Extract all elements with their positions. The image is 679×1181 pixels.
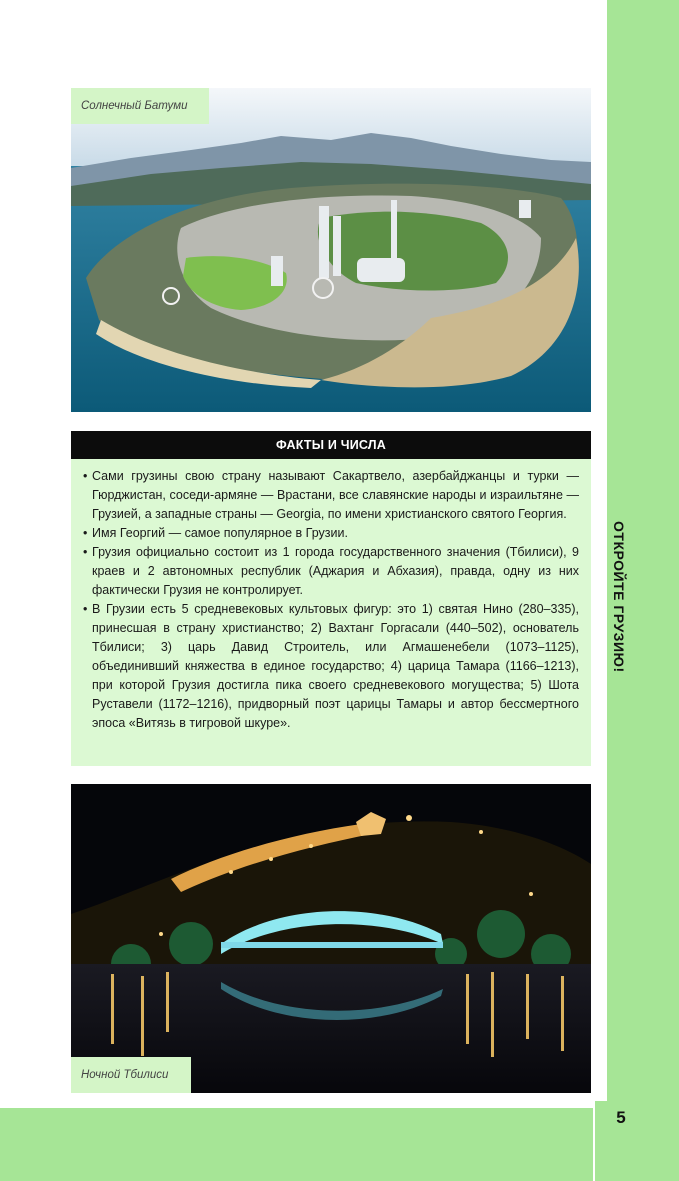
- caption-tbilisi-text: Ночной Тбилиси: [81, 1069, 169, 1081]
- facts-box: [71, 459, 591, 766]
- fact-item: • Грузия официально состоит из 1 города государственного значения (Тбилиси), 9 краев и 2 автономных республик (Аджария и Абхазия), правда, одну из них фактически Грузия не контролирует.: [83, 543, 579, 600]
- caption-batumi-text: Солнечный Батуми: [81, 100, 188, 112]
- side-title: [607, 507, 631, 687]
- page-number-box: [595, 1101, 679, 1181]
- bottom-band: [0, 1108, 593, 1181]
- fact-item: • Имя Георгий — самое популярное в Грузии.: [83, 524, 579, 543]
- side-title-text: ОТКРОЙТЕ ГРУЗИЮ!: [611, 521, 627, 673]
- caption-batumi: [71, 88, 209, 124]
- facts-list: [83, 467, 579, 733]
- page-number: 5: [616, 1108, 626, 1127]
- batumi-illustration: [71, 88, 591, 412]
- photo-tbilisi: [71, 784, 591, 1093]
- facts-title: ФАКТЫ И ЧИСЛА: [71, 431, 591, 459]
- tbilisi-illustration: [71, 784, 591, 1093]
- fact-item: • Сами грузины свою страну называют Сакартвело, азербайджанцы и турки — Гюрджистан, соседи-армяне — Врастани, все славянские народы и израильтяне — Грузией, а западные страны — Georgia, по имени христианского святого Георгия.: [83, 467, 579, 524]
- fact-item: • В Грузии есть 5 средневековых культовых фигур: это 1) святая Нино (280–335), принесшая в страну христианство; 2) Вахтанг Горгасали (440–502), основатель Тбилиси; 3) царь Давид Строитель, или Агмашенебели (1073–1125), объединивший княжества в единое государство; 4) царица Тамара (1166–1213), при которой Грузия достигла пика своего средневекового могущества; 5) Шота Руставели (1172–1216), придворный поэт царицы Тамары и автор бессмертного эпоса «Витязь в тигровой шкуре».: [83, 600, 579, 733]
- photo-batumi: [71, 88, 591, 412]
- caption-tbilisi: [71, 1057, 191, 1093]
